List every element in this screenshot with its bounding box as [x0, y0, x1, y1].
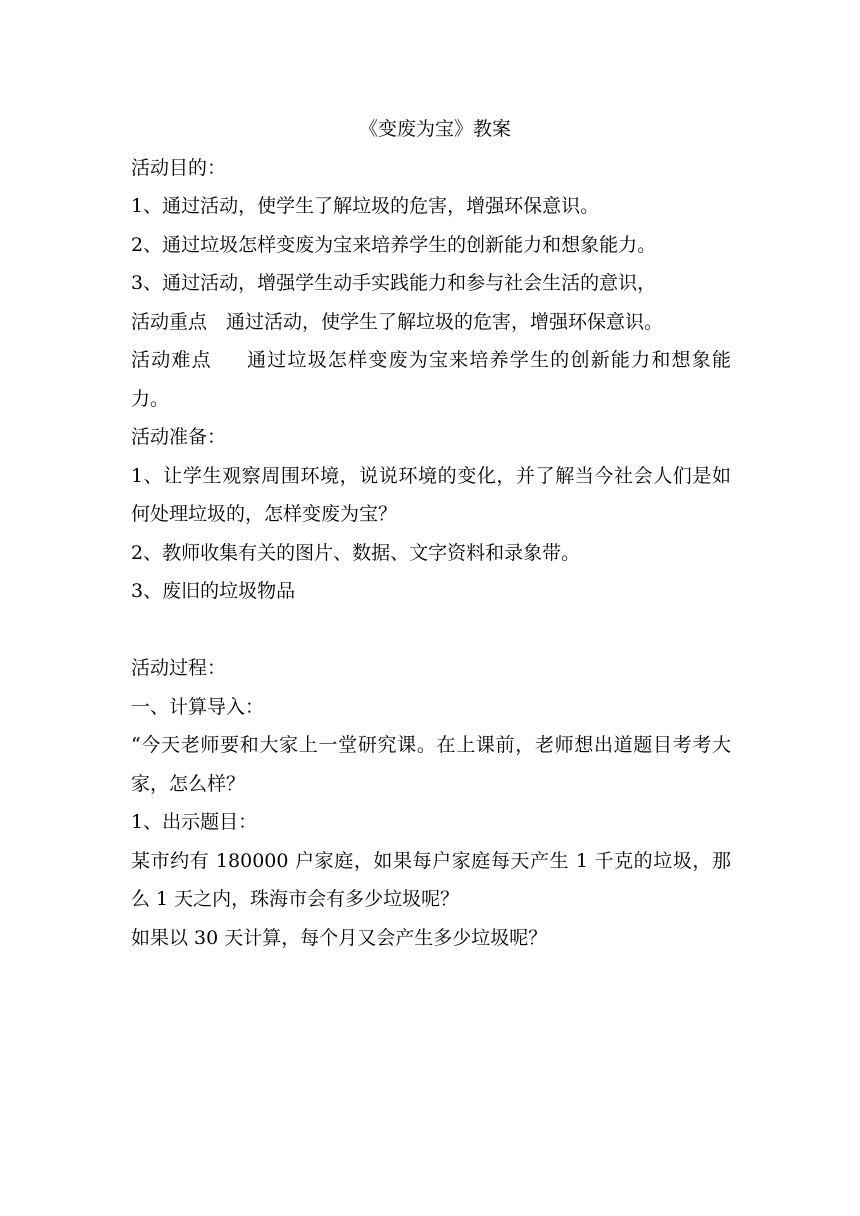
objectives-heading: 活动目的： — [131, 156, 227, 179]
question-1: 某市约有 180000 户家庭，如果每户家庭每天产生 1 千克的垃圾，那么 1 天之内，珠海市会有多少垃圾呢？ — [131, 849, 731, 910]
key-point-label: 活动重点 — [131, 310, 208, 333]
difficulty-text: 通过垃圾怎样变废为宝来培养学生的创新能力和想象能力。 — [131, 349, 731, 410]
step1-heading: 1、出示题目： — [131, 811, 258, 833]
section1-heading: 一、计算导入： — [131, 695, 265, 718]
objective-item-2: 2、通过垃圾怎样变废为宝来培养学生的创新能力和想象能力。 — [131, 233, 657, 256]
objective-item-3: 3、通过活动，增强学生动手实践能力和参与社会生活的意识， — [131, 272, 657, 294]
key-point-line — [131, 303, 731, 342]
document-body — [131, 110, 731, 957]
question-2: 如果以 30 天计算，每个月又会产生多少垃圾呢？ — [131, 926, 548, 949]
preparation-heading: 活动准备： — [131, 426, 227, 448]
document-title: 《变废为宝》教案 — [358, 118, 511, 140]
preparation-item-2: 2、教师收集有关的图片、数据、文字资料和录象带。 — [131, 541, 581, 564]
difficulty-paragraph — [131, 341, 731, 418]
process-heading: 活动过程： — [131, 657, 227, 679]
blank-line — [131, 611, 731, 650]
preparation-item-3: 3、废旧的垃圾物品 — [131, 580, 296, 602]
preparation-item-1: 1、让学生观察周围环境，说说环境的变化，并了解当今社会人们是如何处理垃圾的，怎样变废为宝？ — [131, 464, 731, 525]
key-point-text: 通过活动，使学生了解垃圾的危害，增强环保意识。 — [226, 310, 664, 333]
objective-item-1: 1、通过活动，使学生了解垃圾的危害，增强环保意识。 — [131, 195, 600, 217]
intro-quote: “今天老师要和大家上一堂研究课。在上课前，老师想出道题目考考大家，怎么样？ — [131, 734, 731, 795]
difficulty-label: 活动难点 — [131, 349, 212, 371]
